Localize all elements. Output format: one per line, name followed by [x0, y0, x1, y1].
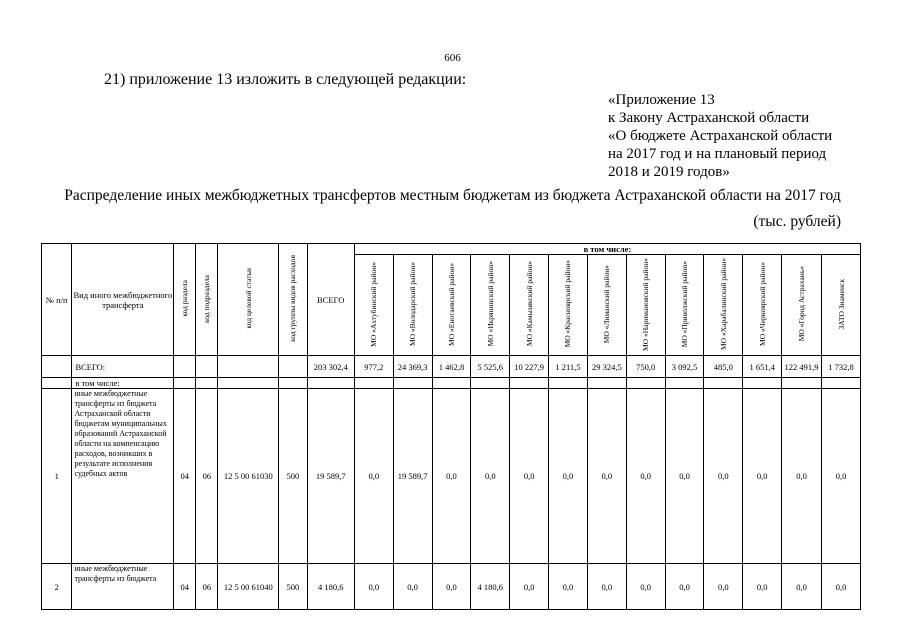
district-value: 0,0 — [782, 389, 822, 564]
total-row — [42, 356, 861, 378]
district-value: 0,0 — [471, 389, 510, 564]
district-label: МО «Харабалинский район» — [718, 258, 728, 350]
district-value: 24 369,3 — [393, 356, 432, 378]
district-value: 3 092,5 — [665, 356, 704, 378]
row-kind: иные межбюджетные трансферты из бюджета Астраханской области бюджетам муниципальных образований Астраханской области на компенсацию расходов, возникших в результате исполнения судебных актов — [72, 389, 174, 564]
cell — [42, 378, 72, 389]
cell — [822, 378, 861, 389]
district-value: 19 589,7 — [393, 389, 432, 564]
district-value: 0,0 — [822, 389, 861, 564]
district-value: 0,0 — [354, 389, 393, 564]
district-label: МО «Наримановский район» — [641, 257, 651, 351]
cell — [704, 378, 743, 389]
district-value: 0,0 — [626, 564, 665, 610]
cell — [626, 378, 665, 389]
district-value: 1 462,8 — [432, 356, 471, 378]
district-value: 0,0 — [587, 389, 626, 564]
district-value: 0,0 — [510, 564, 549, 610]
district-value: 122 491,9 — [782, 356, 822, 378]
district-value: 0,0 — [743, 389, 782, 564]
district-value: 5 525,6 — [471, 356, 510, 378]
row-num: 2 — [42, 564, 72, 610]
header-district — [510, 255, 549, 356]
header-target-label: код целевой статьи — [243, 268, 253, 329]
district-value: 0,0 — [432, 564, 471, 610]
district-label: МО «Черноярский район» — [757, 262, 767, 346]
row-subsection: 06 — [196, 564, 218, 610]
cell — [393, 378, 432, 389]
cell — [354, 378, 393, 389]
total-value: 203 302,4 — [307, 356, 354, 378]
district-value: 0,0 — [549, 389, 588, 564]
district-value: 0,0 — [822, 564, 861, 610]
cell — [174, 378, 196, 389]
district-value: 4 180,6 — [471, 564, 510, 610]
header-including: в том числе: — [354, 244, 860, 255]
district-label: МО «Володарский район» — [408, 261, 418, 347]
annex-line: 2018 и 2019 годов» — [608, 164, 730, 180]
cell — [782, 378, 822, 389]
district-value: 0,0 — [354, 564, 393, 610]
header-district — [626, 255, 665, 356]
district-label: МО «Ахтубинский район» — [369, 261, 379, 347]
cell — [743, 378, 782, 389]
row-section: 04 — [174, 389, 196, 564]
header-group-label: код группы видов расходов — [288, 255, 298, 342]
header-kind: Вид иного межбюджетного трансферта — [72, 244, 174, 356]
district-value: 750,0 — [626, 356, 665, 378]
header-group — [279, 244, 307, 356]
header-num: № п/п — [42, 244, 72, 356]
header-district — [743, 255, 782, 356]
including-label: в том числе: — [72, 378, 174, 389]
district-value: 0,0 — [510, 389, 549, 564]
row-target: 12 5 00 61030 — [218, 389, 279, 564]
header-district — [354, 255, 393, 356]
district-label: МО «Город Астрахань» — [797, 266, 807, 342]
page-number: 606 — [444, 52, 461, 64]
cell — [42, 356, 72, 378]
district-value: 485,0 — [704, 356, 743, 378]
district-value: 977,2 — [354, 356, 393, 378]
row-total: 19 589,7 — [307, 389, 354, 564]
total-label: ВСЕГО: — [72, 356, 174, 378]
header-district — [549, 255, 588, 356]
district-label: МО «Икрянинский район» — [485, 261, 495, 347]
district-label: ЗАТО Знаменск — [836, 278, 846, 330]
including-row — [42, 378, 861, 389]
header-district — [822, 255, 861, 356]
header-total: ВСЕГО — [307, 244, 354, 356]
district-label: МО «Приволжский район» — [680, 260, 689, 348]
header-subsection-label: код подраздела — [202, 274, 212, 323]
cell — [510, 378, 549, 389]
row-num: 1 — [42, 389, 72, 564]
district-value: 0,0 — [549, 564, 588, 610]
district-value: 0,0 — [393, 564, 432, 610]
district-value: 1 211,5 — [549, 356, 588, 378]
table-row — [42, 389, 861, 564]
header-section — [174, 244, 196, 356]
row-total: 4 180,6 — [307, 564, 354, 610]
district-value: 10 227,9 — [510, 356, 549, 378]
header-district — [665, 255, 704, 356]
header-section-label: код раздела — [180, 280, 190, 317]
cell — [549, 378, 588, 389]
district-label: МО «Енотаевский район» — [446, 262, 456, 346]
district-value: 1 732,8 — [822, 356, 861, 378]
header-target — [218, 244, 279, 356]
cell — [218, 378, 279, 389]
cell — [587, 378, 626, 389]
annex-line: к Закону Астраханской области — [608, 110, 810, 126]
district-label: МО «Красноярский район» — [563, 260, 573, 348]
header-district — [471, 255, 510, 356]
header-subsection — [196, 244, 218, 356]
district-value: 29 324,5 — [587, 356, 626, 378]
cell — [196, 378, 218, 389]
header-district — [782, 255, 822, 356]
cell — [432, 378, 471, 389]
district-label: МО «Камызякский район» — [524, 261, 534, 347]
district-value: 0,0 — [782, 564, 822, 610]
cell — [307, 378, 354, 389]
annex-line: «О бюджете Астраханской области — [608, 128, 833, 144]
header-district — [432, 255, 471, 356]
district-value: 0,0 — [665, 564, 704, 610]
district-value: 1 651,4 — [743, 356, 782, 378]
header-district — [393, 255, 432, 356]
district-value: 0,0 — [743, 564, 782, 610]
cell — [174, 356, 196, 378]
annex-line: на 2017 год и на плановый период — [608, 146, 827, 162]
header-district — [587, 255, 626, 356]
district-value: 0,0 — [432, 389, 471, 564]
transfers-table — [41, 243, 861, 610]
table-row — [42, 564, 861, 610]
district-value: 0,0 — [626, 389, 665, 564]
district-value: 0,0 — [704, 389, 743, 564]
cell — [279, 378, 307, 389]
row-target: 12 5 00 61040 — [218, 564, 279, 610]
annex-header — [608, 91, 832, 181]
intro-text: 21) приложение 13 изложить в следующей редакции: — [104, 71, 467, 88]
cell — [471, 378, 510, 389]
header-district — [704, 255, 743, 356]
district-value: 0,0 — [587, 564, 626, 610]
row-group: 500 — [279, 389, 307, 564]
cell — [279, 356, 307, 378]
district-value: 0,0 — [665, 389, 704, 564]
district-value: 0,0 — [704, 564, 743, 610]
row-group: 500 — [279, 564, 307, 610]
row-kind: иные межбюджетные трансферты из бюджета — [72, 564, 174, 610]
annex-line: «Приложение 13 — [608, 92, 715, 108]
cell — [665, 378, 704, 389]
row-subsection: 06 — [196, 389, 218, 564]
cell — [196, 356, 218, 378]
cell — [218, 356, 279, 378]
row-section: 04 — [174, 564, 196, 610]
document-title: Распределение иных межбюджетных трансфертов местным бюджетам из бюджета Астраханской области на 2017 год — [64, 187, 841, 204]
units-label: (тыс. рублей) — [753, 213, 841, 230]
district-label: МО «Лиманский район» — [602, 264, 612, 344]
